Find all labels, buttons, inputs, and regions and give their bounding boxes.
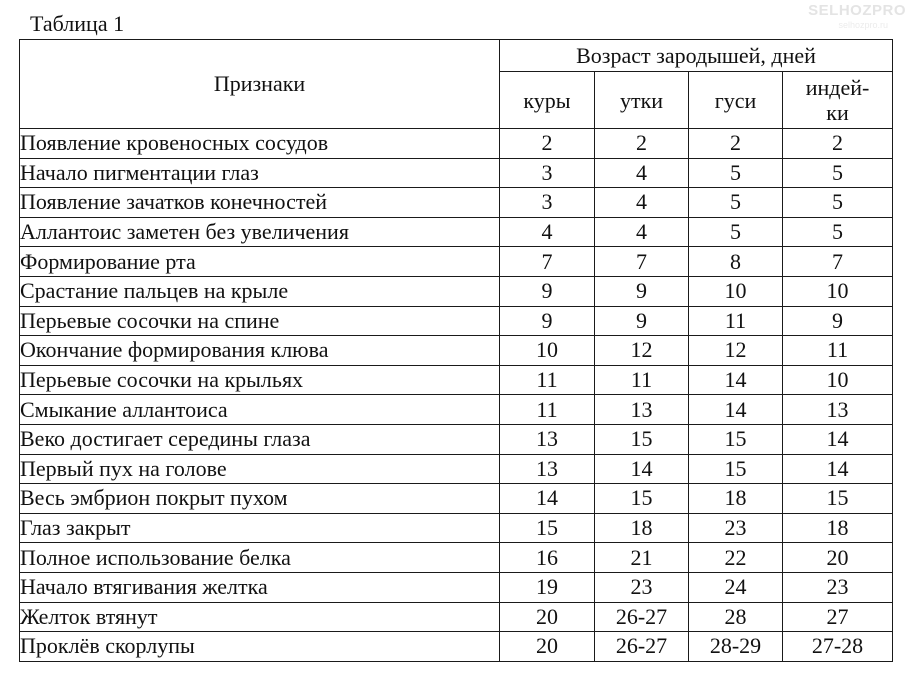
age-cell-geese: 5	[689, 158, 783, 188]
age-cell-turkeys: 10	[783, 365, 893, 395]
age-cell-chickens: 9	[500, 276, 595, 306]
table-row	[20, 306, 893, 336]
age-cell-turkeys: 10	[783, 276, 893, 306]
age-cell-ducks: 4	[595, 188, 689, 218]
age-cell-geese: 22	[689, 543, 783, 573]
feature-cell: Весь эмбрион покрыт пухом	[20, 484, 500, 514]
age-cell-ducks: 7	[595, 247, 689, 277]
age-cell-geese: 11	[689, 306, 783, 336]
age-cell-ducks: 26-27	[595, 632, 689, 662]
header-row-top	[20, 40, 893, 72]
age-cell-ducks: 15	[595, 424, 689, 454]
age-cell-turkeys: 27	[783, 602, 893, 632]
feature-cell: Формирование рта	[20, 247, 500, 277]
age-cell-ducks: 2	[595, 129, 689, 159]
age-cell-geese: 12	[689, 336, 783, 366]
age-cell-turkeys: 5	[783, 217, 893, 247]
feature-cell: Появление кровеносных сосудов	[20, 129, 500, 159]
table-row	[20, 247, 893, 277]
table-caption: Таблица 1	[30, 11, 125, 36]
species-label-line1: утки	[619, 87, 664, 113]
age-cell-ducks: 4	[595, 217, 689, 247]
age-cell-geese: 14	[689, 365, 783, 395]
age-cell-geese: 5	[689, 217, 783, 247]
age-cell-geese: 15	[689, 454, 783, 484]
age-cell-chickens: 14	[500, 484, 595, 514]
age-cell-ducks: 13	[595, 395, 689, 425]
age-cell-chickens: 10	[500, 336, 595, 366]
age-cell-chickens: 3	[500, 158, 595, 188]
age-cell-turkeys: 7	[783, 247, 893, 277]
species-header-ducks	[595, 72, 689, 129]
table-row	[20, 572, 893, 602]
species-label-line2: ки	[826, 100, 849, 125]
table-row	[20, 513, 893, 543]
embryo-age-table	[19, 39, 893, 662]
feature-cell: Появление зачатков конечностей	[20, 188, 500, 218]
age-cell-turkeys: 2	[783, 129, 893, 159]
age-cell-chickens: 7	[500, 247, 595, 277]
species-header-geese	[689, 72, 783, 129]
feature-cell: Глаз закрыт	[20, 513, 500, 543]
feature-cell: Смыкание аллантоиса	[20, 395, 500, 425]
age-cell-ducks: 4	[595, 158, 689, 188]
age-cell-chickens: 16	[500, 543, 595, 573]
feature-cell: Полное использование белка	[20, 543, 500, 573]
age-cell-turkeys: 11	[783, 336, 893, 366]
age-cell-turkeys: 9	[783, 306, 893, 336]
species-label-line1: гуси	[714, 87, 757, 113]
watermark-logo: SELHOZPRO	[808, 2, 906, 19]
age-cell-chickens: 11	[500, 365, 595, 395]
age-cell-geese: 23	[689, 513, 783, 543]
feature-cell: Проклёв скорлупы	[20, 632, 500, 662]
age-cell-ducks: 12	[595, 336, 689, 366]
age-cell-geese: 14	[689, 395, 783, 425]
table-row	[20, 276, 893, 306]
species-label-line1: куры	[523, 87, 571, 113]
table-row	[20, 158, 893, 188]
table-row	[20, 543, 893, 573]
age-cell-turkeys: 18	[783, 513, 893, 543]
table-header	[20, 40, 893, 129]
age-cell-turkeys: 14	[783, 454, 893, 484]
species-header-chickens	[500, 72, 595, 129]
watermark-url: selhozpro.ru	[838, 20, 888, 30]
feature-cell: Перьевые сосочки на спине	[20, 306, 500, 336]
feature-cell: Желток втянут	[20, 602, 500, 632]
age-cell-turkeys: 13	[783, 395, 893, 425]
feature-cell: Веко достигает середины глаза	[20, 424, 500, 454]
age-cell-geese: 5	[689, 188, 783, 218]
age-cell-geese: 18	[689, 484, 783, 514]
age-cell-chickens: 20	[500, 602, 595, 632]
table-row	[20, 602, 893, 632]
table-row	[20, 632, 893, 662]
age-cell-turkeys: 23	[783, 572, 893, 602]
age-cell-turkeys: 5	[783, 188, 893, 218]
age-column-group-header: Возраст зародышей, дней	[500, 40, 893, 72]
age-cell-geese: 24	[689, 572, 783, 602]
age-cell-chickens: 11	[500, 395, 595, 425]
age-cell-chickens: 13	[500, 424, 595, 454]
table-row	[20, 395, 893, 425]
age-cell-ducks: 11	[595, 365, 689, 395]
feature-cell: Начало втягивания желтка	[20, 572, 500, 602]
age-cell-geese: 28-29	[689, 632, 783, 662]
species-header-turkeys	[783, 72, 893, 129]
age-cell-chickens: 19	[500, 572, 595, 602]
age-cell-ducks: 18	[595, 513, 689, 543]
age-cell-turkeys: 20	[783, 543, 893, 573]
age-cell-geese: 28	[689, 602, 783, 632]
age-cell-ducks: 26-27	[595, 602, 689, 632]
age-cell-chickens: 15	[500, 513, 595, 543]
age-cell-ducks: 21	[595, 543, 689, 573]
feature-cell: Окончание формирования клюва	[20, 336, 500, 366]
table-row	[20, 217, 893, 247]
age-cell-ducks: 23	[595, 572, 689, 602]
age-cell-geese: 10	[689, 276, 783, 306]
feature-column-header: Признаки	[20, 40, 500, 129]
table-row	[20, 129, 893, 159]
species-label-line1: индей-	[805, 75, 870, 100]
feature-cell: Перьевые сосочки на крыльях	[20, 365, 500, 395]
age-cell-turkeys: 5	[783, 158, 893, 188]
age-cell-chickens: 13	[500, 454, 595, 484]
age-cell-ducks: 15	[595, 484, 689, 514]
table-row	[20, 188, 893, 218]
age-cell-chickens: 4	[500, 217, 595, 247]
age-cell-turkeys: 27-28	[783, 632, 893, 662]
age-cell-chickens: 2	[500, 129, 595, 159]
age-cell-turkeys: 14	[783, 424, 893, 454]
feature-cell: Начало пигментации глаз	[20, 158, 500, 188]
table-row	[20, 336, 893, 366]
age-cell-ducks: 9	[595, 276, 689, 306]
table-body	[20, 129, 893, 662]
age-cell-ducks: 9	[595, 306, 689, 336]
age-cell-chickens: 20	[500, 632, 595, 662]
age-cell-geese: 8	[689, 247, 783, 277]
table-row	[20, 424, 893, 454]
feature-cell: Первый пух на голове	[20, 454, 500, 484]
feature-cell: Аллантоис заметен без увеличения	[20, 217, 500, 247]
age-cell-ducks: 14	[595, 454, 689, 484]
age-cell-chickens: 9	[500, 306, 595, 336]
table-row	[20, 365, 893, 395]
age-cell-geese: 15	[689, 424, 783, 454]
age-cell-turkeys: 15	[783, 484, 893, 514]
table-row	[20, 454, 893, 484]
age-cell-geese: 2	[689, 129, 783, 159]
table-row	[20, 484, 893, 514]
age-cell-chickens: 3	[500, 188, 595, 218]
feature-cell: Срастание пальцев на крыле	[20, 276, 500, 306]
